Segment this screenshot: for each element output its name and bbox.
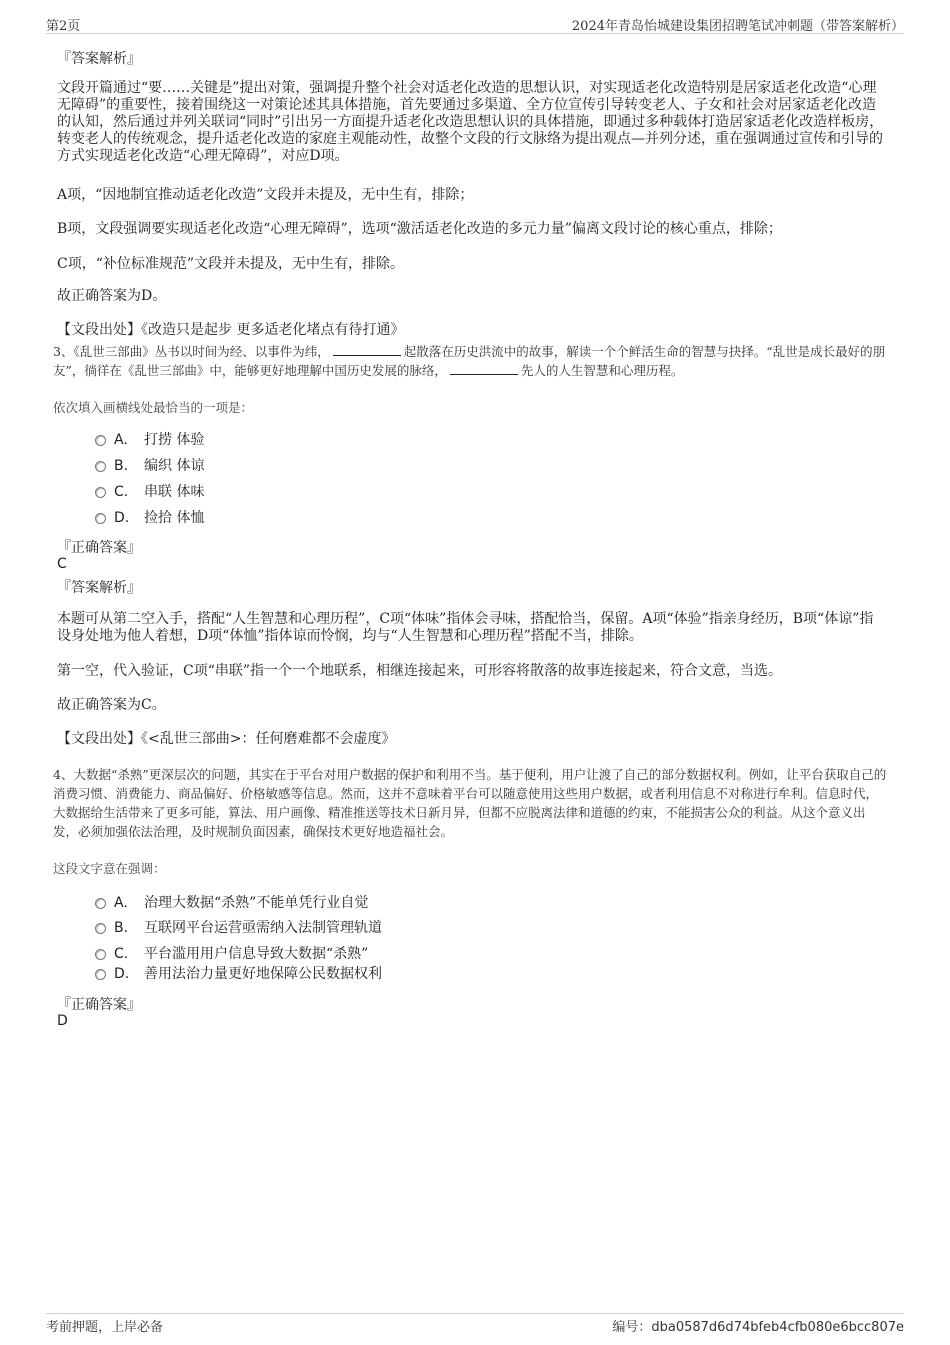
question-4-stem: 4、大数据“杀熟”更深层次的问题，其实在于平台对用户数据的保护和利用不当。基于便利，用户让渡了自己的部分数据权利。例如，让平台获取自己的消费习惯、消费能力、商品偏好、价格敏感等信息。然而，这并不意味着平台可以随意使用这些用户数据，或者利用信息不对称进行牟利。信息时代，大数据给生活带来了更多可能，算法、用户画像、精准推送等技术日新月异，但都不应脱离法律和道德的约束，不能损害公众的利益。从这个意义出发，必须加强依法治理，及时规制负面因素，确保技术更好地造福社会。: [53, 767, 887, 839]
question-3-option-a[interactable]: A. 打捞 体验: [95, 430, 204, 450]
source-citation: 【文段出处】《改造只是起步 更多适老化堵点有待打通》: [57, 322, 405, 338]
document-code: 编号：dba0587d6d74bfeb4cfb080e6bcc807e: [612, 1320, 904, 1335]
radio-icon[interactable]: [95, 969, 106, 980]
question-3-stem: 3、《乱世三部曲》丛书以时间为经、以事件为纬， 起散落在历史洪流中的故事，解读一个个鲜活生命的智慧与抉择。“乱世是成长最好的朋友”，徜徉在《乱世三部曲》中，能够更好地理解中国历史发展的脉络， 先人的人生智慧和心理历程。: [53, 344, 886, 378]
fill-blank-2: [450, 362, 518, 375]
analysis-text: 文段开篇通过“要……关键是”提出对策，强调提升整个社会对适老化改造的思想认识，对实现适老化改造特别是居家适老化改造“心理无障碍”的重要性，接着围绕这一对策论述其具体措施，首先要通过多渠道、全方位宣传引导转变老人、子女和社会对居家适老化改造的认知，然后通过并列关联词“同时”引出另一方面提升适老化改造思想认识的具体措施，即通过多种载体打造居家适老化改造样板房，转变老人的传统观念，提升适老化改造的家庭主观能动性，故整个文段的行文脉络为提出观点—并列分述，重在强调通过宣传和引导的方式实现适老化改造“心理无障碍”，对应D项。: [57, 80, 884, 164]
radio-icon[interactable]: [95, 898, 106, 909]
radio-icon[interactable]: [95, 513, 106, 524]
document-title: 2024年青岛怡城建设集团招聘笔试冲刺题（带答案解析）: [571, 19, 904, 34]
radio-icon[interactable]: [95, 487, 106, 498]
question-3-analysis-2: 第一空，代入验证，C项“串联”指一个一个地联系，相继连接起来，可形容将散落的故事连接起来，符合文意，当选。: [57, 663, 783, 679]
question-4-option-a[interactable]: A. 治理大数据“杀熟”不能单凭行业自觉: [95, 893, 368, 913]
footer-note: 考前押题，上岸必备: [46, 1320, 164, 1335]
question-4-option-d[interactable]: D. 善用法治力量更好地保障公民数据权利: [95, 964, 382, 984]
radio-icon[interactable]: [95, 461, 106, 472]
correct-answer-value: D: [57, 1013, 68, 1029]
analysis-label: 『答案解析』: [57, 580, 141, 596]
analysis-option-c: C项，“补位标准规范”文段并未提及，无中生有，排除。: [57, 256, 405, 272]
source-citation: 【文段出处】《<乱世三部曲>：任何磨难都不会虚度》: [57, 731, 396, 747]
question-3-conclusion: 故正确答案为C。: [57, 697, 166, 713]
question-4-instruction: 这段文字意在强调：: [53, 861, 166, 876]
analysis-option-b: B项，文段强调要实现适老化改造“心理无障碍”，选项“激活适老化改造的多元力量”偏离文段讨论的核心重点，排除；: [57, 221, 782, 237]
question-3-option-b[interactable]: B. 编织 体谅: [95, 456, 204, 476]
page-header: [46, 13, 904, 34]
question-3-option-c[interactable]: C. 串联 体味: [95, 482, 204, 502]
question-3-analysis-1: 本题可从第二空入手，搭配“人生智慧和心理历程”，C项“体味”指体会寻味，搭配恰当，保留。A项“体验”指亲身经历，B项“体谅”指设身处地为他人着想，D项“体恤”指体谅而怜悯，均与“人生智慧和心理历程”搭配不当，排除。: [57, 611, 874, 644]
page-footer: [46, 1313, 904, 1334]
question-4-option-b[interactable]: B. 互联网平台运营亟需纳入法制管理轨道: [95, 918, 382, 938]
radio-icon[interactable]: [95, 435, 106, 446]
fill-blank-1: [333, 343, 401, 356]
question-3-instruction: 依次填入画横线处最恰当的一项是：: [53, 400, 254, 415]
question-4-option-c[interactable]: C. 平台滥用用户信息导致大数据“杀熟”: [95, 944, 368, 964]
analysis-conclusion: 故正确答案为D。: [57, 288, 167, 304]
analysis-option-a: A项，“因地制宜推动适老化改造”文段并未提及，无中生有，排除；: [57, 187, 474, 203]
analysis-label: 『答案解析』: [57, 51, 141, 67]
question-3-option-d[interactable]: D. 捡拾 体恤: [95, 508, 204, 528]
correct-answer-label: 『正确答案』: [57, 540, 141, 556]
radio-icon[interactable]: [95, 949, 106, 960]
analysis-paragraph: [57, 80, 887, 165]
correct-answer-label: 『正确答案』: [57, 997, 141, 1013]
radio-icon[interactable]: [95, 923, 106, 934]
page-number: 第2页: [46, 19, 81, 34]
correct-answer-value: C: [57, 556, 67, 572]
